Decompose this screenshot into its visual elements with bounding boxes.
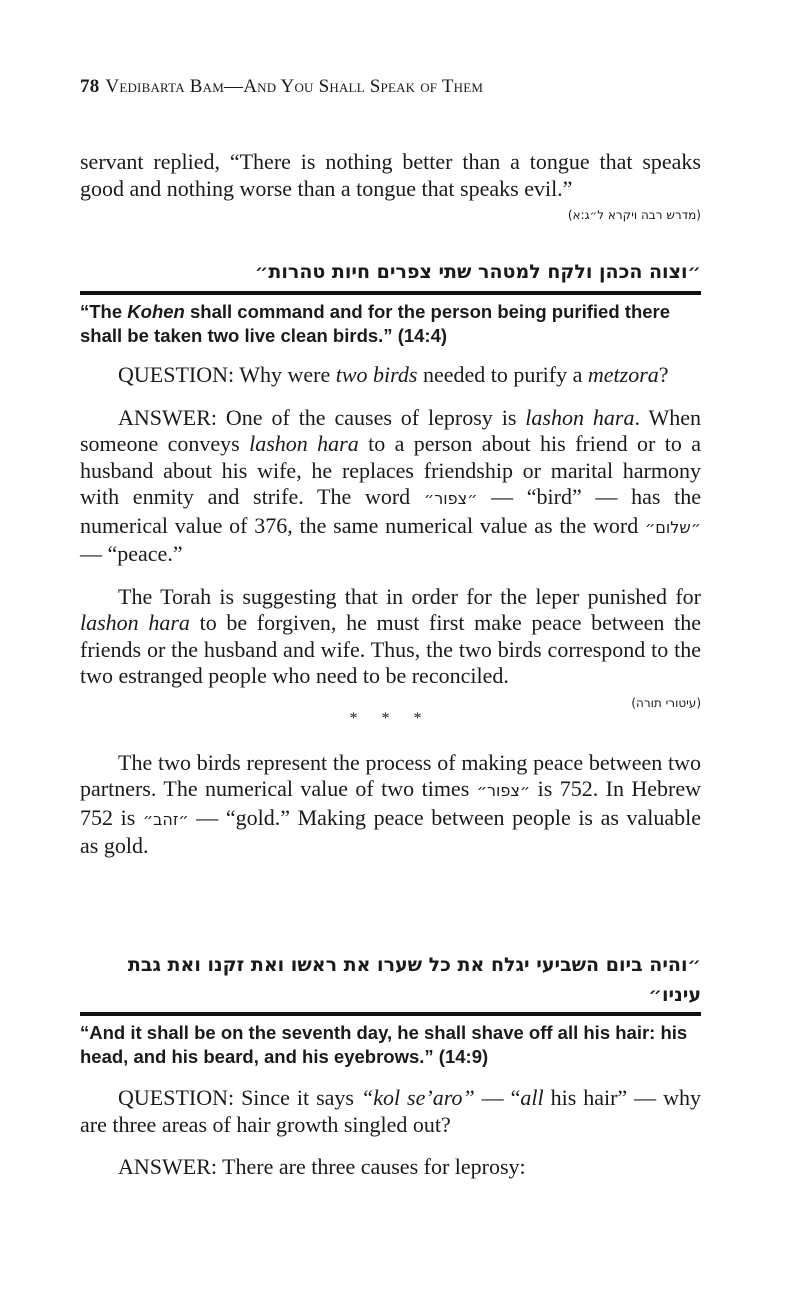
- section2-body: [80, 1085, 701, 1181]
- section1-heading: [80, 257, 701, 348]
- section2-english-heading: “And it shall be on the seventh day, he shall shave off all his hair: his head, and his beard, and his eyebrows.” (14:9): [80, 1022, 688, 1067]
- section1-birds-paragraph: The two birds represent the process of making peace between two partners. The numerical value of two times ״צפור״ is 752. In Hebrew 752 is ״זהב״ — “gold.” Making peace between people is as valuable as gold.: [80, 749, 701, 858]
- hebrew-word-peace: ״שלום״: [644, 517, 701, 537]
- running-title: Vedibarta Bam—And You Shall Speak of Them: [105, 76, 484, 97]
- section2-heading: [80, 950, 701, 1069]
- section1-question: QUESTION: Why were two birds needed to purify a metzora?: [118, 362, 669, 387]
- section1-english-heading: “The Kohen shall command and for the person being purified there shall be taken two live clean birds.” (14:4): [80, 301, 671, 346]
- hebrew-word-bird-2: ״צפור״: [476, 781, 531, 800]
- section2-hebrew-heading-line1: ״והיה ביום השביעי יגלח את כל שערו את ראשו ואת זקנו ואת גבת: [127, 954, 701, 976]
- intro-block: [80, 149, 701, 222]
- hebrew-word-bird: ״צפור״: [423, 489, 478, 508]
- hebrew-word-gold: ״זהב״: [142, 809, 189, 829]
- intro-source: (מדרש רבה ויקרא ל״ג:א): [567, 208, 701, 222]
- section2-question: QUESTION: Since it says “kol se’aro” — “all his hair” — why are three areas of hair growth singled out?: [80, 1085, 702, 1137]
- section1-hebrew-heading: ״וצוה הכהן ולקח למטהר שתי צפרים חיות טהרות״: [254, 261, 701, 283]
- section2-rule: [80, 1012, 701, 1016]
- running-head: [80, 76, 483, 98]
- section1-source: (עיטורי תורה): [631, 695, 701, 710]
- section2-hebrew-heading-line2: עיניו״: [648, 984, 701, 1006]
- section1-answer: ANSWER: One of the causes of leprosy is lashon hara. When someone conveys lashon hara to a person about his friend or to a husband about his wife, he replaces friendship or marital harmony with enmity and strife. The word ״צפור״ — “bird” — has the numerical value of 376, the same numerical value as the word ״שלום״ — “peace.”: [80, 404, 702, 566]
- intro-paragraph: servant replied, “There is nothing better than a tongue that speaks good and nothing worse than a tongue that speaks evil.”: [80, 149, 701, 201]
- page-number: 78: [80, 76, 100, 97]
- section1-torah-paragraph: The Torah is suggesting that in order for the leper punished for lashon hara to be forgiven, he must first make peace between the friends or the husband and wife. Thus, the two birds correspond to the two estranged people who need to be reconciled.: [80, 583, 701, 688]
- section-separator: * * *: [349, 709, 432, 727]
- kohen-term: Kohen: [127, 301, 185, 322]
- section2-answer: ANSWER: There are three causes for leprosy:: [118, 1154, 526, 1179]
- section1-rule: [80, 291, 701, 295]
- section1-body: [80, 362, 701, 860]
